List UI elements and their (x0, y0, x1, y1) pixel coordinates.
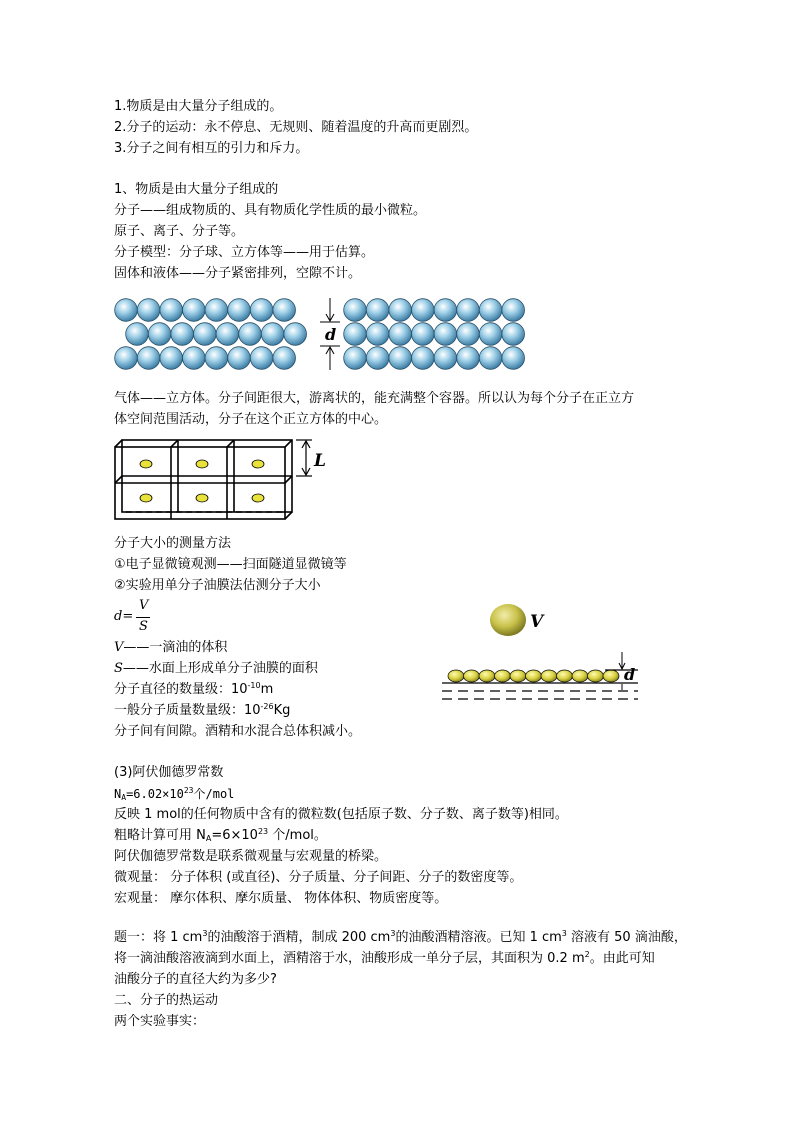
intro-line-2: 2.分子的运动：永不停息、无规则、随着温度的升高而更剧烈。 (114, 120, 478, 135)
molecule-ball (434, 323, 457, 346)
section1-line-3: 分子模型：分子球、立方体等——用于估算。 (114, 245, 375, 260)
molecule-ball (412, 299, 435, 322)
molecule-ball (344, 323, 367, 346)
molecule-ball (366, 323, 389, 346)
molecule-ball (250, 347, 273, 370)
section2-heading: 二、分子的热运动 (114, 993, 219, 1008)
diameter-text: 分子直径的数量级：10 (114, 682, 248, 697)
measure-method-2: ②实验用单分子油膜法估测分子大小 (114, 578, 321, 593)
avogadro-heading: (3)阿伏伽德罗常数 (114, 765, 224, 780)
oil-drop (490, 604, 526, 636)
intro-line-3: 3.分子之间有相互的引力和斥力。 (114, 141, 309, 156)
molecule-dots (140, 460, 264, 502)
section2-line-1: 两个实验事实： (114, 1014, 206, 1029)
diameter-unit: m (260, 682, 274, 697)
problem-1c: 的油酸酒精溶液。已知 1 cm (395, 930, 562, 945)
molecule-ball (205, 347, 228, 370)
molecule-ball (457, 347, 480, 370)
molecule-ball (389, 347, 412, 370)
oil-film-figure (440, 600, 650, 705)
formula-numerator: V (139, 598, 149, 613)
molecule-ball (479, 299, 502, 322)
molecule-ball (171, 323, 194, 346)
oil-molecule (526, 670, 542, 682)
intro-line-1: 1.物质是由大量分子组成的。 (114, 99, 283, 114)
molecule-ball (183, 347, 206, 370)
s-definition (114, 660, 318, 678)
molecule-ball (160, 299, 183, 322)
molecule-ball (479, 323, 502, 346)
problem-1d: 溶液有 50 滴油酸， (566, 930, 687, 945)
v-definition-text: ——一滴油的体积 (123, 640, 228, 655)
molecule-ball (389, 299, 412, 322)
right-lattice (344, 299, 525, 370)
problem-line-2 (114, 950, 655, 968)
problem-2b: 。由此可知 (589, 951, 655, 966)
rough-exponent: 23 (257, 827, 269, 836)
L-dimension-marker (296, 440, 312, 476)
d-label: d (325, 325, 337, 344)
micro-quantities: 微观量： 分子体积 (或直径)、分子质量、分子间距、分子的数密度等。 (114, 870, 523, 885)
section1-line-4: 固体和液体——分子紧密排列，空隙不计。 (114, 266, 362, 281)
molecule-ball (239, 323, 262, 346)
avogadro-bridge: 阿伏伽德罗常数是联系微观量与宏观量的桥梁。 (114, 849, 388, 864)
na-symbol: N (114, 787, 122, 801)
problem-line-3: 油酸分子的直径大约为多少? (114, 972, 277, 987)
na-exponent: 23 (183, 786, 194, 795)
section1-line-2: 原子、离子、分子等。 (114, 224, 245, 239)
problem-1b: 的油酸溶于酒精，制成 200 cm (207, 930, 391, 945)
v-symbol: V (114, 640, 124, 655)
molecule-ball (502, 323, 525, 346)
formula-denominator: S (139, 619, 148, 634)
macro-quantities: 宏观量： 摩尔体积、摩尔质量、 物体体积、物质密度等。 (114, 891, 448, 906)
gas-line-1: 气体——立方体。分子间距很大，游离状的，能充满整个容器。所以认为每个分子在正立方 (114, 391, 635, 406)
mass-magnitude (114, 702, 290, 720)
gas-line-2: 体空间范围活动，分子在这个正立方体的中心。 (114, 412, 388, 427)
molecule-ball (457, 323, 480, 346)
problem-1a: 题一：将 1 cm (114, 930, 203, 945)
rough-subscript: A (205, 834, 212, 843)
formula-d-equals-v-over-s (114, 598, 174, 638)
oil-molecule (495, 670, 511, 682)
molecule-ball (126, 323, 149, 346)
section1-heading: 1、物质是由大量分子组成的 (114, 182, 279, 197)
molecule-ball (412, 347, 435, 370)
molecule-packing-figure (112, 294, 522, 374)
cm3-exponent-3: 3 (561, 929, 567, 938)
v-label: V (530, 612, 544, 632)
na-unit: 个/mol (193, 787, 235, 801)
avogadro-value (114, 785, 234, 803)
left-lattice (115, 299, 307, 370)
formula-lhs: d= (114, 609, 134, 624)
oil-molecule (603, 670, 619, 682)
molecule-ball (366, 299, 389, 322)
molecule-ball (137, 347, 160, 370)
molecule-ball (412, 323, 435, 346)
oil-molecule (510, 670, 526, 682)
oil-molecule (464, 670, 480, 682)
oil-molecule (588, 670, 604, 682)
molecule-ball (216, 323, 239, 346)
molecule-ball (115, 347, 138, 370)
molecule-ball (228, 299, 251, 322)
s-symbol: S (114, 661, 123, 676)
molecule-ball (250, 299, 273, 322)
molecule-ball (205, 299, 228, 322)
molecule-ball (273, 347, 296, 370)
molecule-ball (194, 323, 217, 346)
molecule-ball (457, 299, 480, 322)
diameter-exponent: -10 (247, 681, 261, 690)
rough-value: =6×10 (211, 828, 258, 843)
s-definition-text: ——水面上形成单分子油膜的面积 (122, 661, 318, 676)
measure-title: 分子大小的测量方法 (114, 536, 232, 551)
cube-model-figure (112, 436, 342, 524)
molecule-ball (261, 323, 284, 346)
molecule-ball (273, 299, 296, 322)
measure-method-1: ①电子显微镜观测——扫面隧道显微镜等 (114, 557, 347, 572)
molecule-ball (502, 299, 525, 322)
molecule-ball (183, 299, 206, 322)
m2-exponent: 2 (584, 950, 590, 959)
fraction-bar (136, 617, 150, 618)
molecule-ball (160, 347, 183, 370)
oil-molecule (557, 670, 573, 682)
problem-2a: 将一滴油酸溶液滴到水面上，酒精溶于水，油酸形成一单分子层，其面积为 0.2 m (114, 951, 585, 966)
rough-prefix: 粗略计算可用 N (114, 828, 206, 843)
oil-molecule (572, 670, 588, 682)
oil-film-molecules (448, 670, 619, 682)
na-value: =6.02×10 (126, 787, 184, 801)
molecule-ball (344, 347, 367, 370)
d-film-label: d (624, 665, 636, 684)
v-definition (114, 639, 227, 657)
avogadro-rough (114, 827, 327, 845)
molecule-ball (502, 347, 525, 370)
mass-unit: Kg (273, 703, 291, 718)
diameter-magnitude (114, 681, 273, 699)
molecule-ball (344, 299, 367, 322)
avogadro-meaning: 反映 1 mol的任何物质中含有的微粒数(包括原子数、分子数、离子数等)相同。 (114, 807, 568, 822)
oil-molecule (541, 670, 557, 682)
rough-unit: 个/mol。 (268, 828, 327, 843)
molecule-ball (115, 299, 138, 322)
molecule-ball (479, 347, 502, 370)
cm3-exponent-2: 3 (390, 929, 396, 938)
mass-text: 一般分子质量数量级：10 (114, 703, 261, 718)
gap-statement: 分子间有间隙。酒精和水混合总体积减小。 (114, 724, 362, 739)
molecule-ball (389, 323, 412, 346)
cm3-exponent-1: 3 (202, 929, 208, 938)
molecule-ball (434, 347, 457, 370)
section1-line-1: 分子——组成物质的、具有物质化学性质的最小微粒。 (114, 203, 427, 218)
na-subscript: A (121, 793, 127, 802)
molecule-ball (434, 299, 457, 322)
L-label: L (314, 451, 326, 471)
molecule-ball (137, 299, 160, 322)
oil-molecule (479, 670, 495, 682)
mass-exponent: -26 (260, 702, 274, 711)
problem-line-1 (114, 929, 687, 947)
oil-molecule (448, 670, 464, 682)
molecule-ball (366, 347, 389, 370)
molecule-ball (228, 347, 251, 370)
molecule-ball (148, 323, 171, 346)
molecule-ball (284, 323, 307, 346)
